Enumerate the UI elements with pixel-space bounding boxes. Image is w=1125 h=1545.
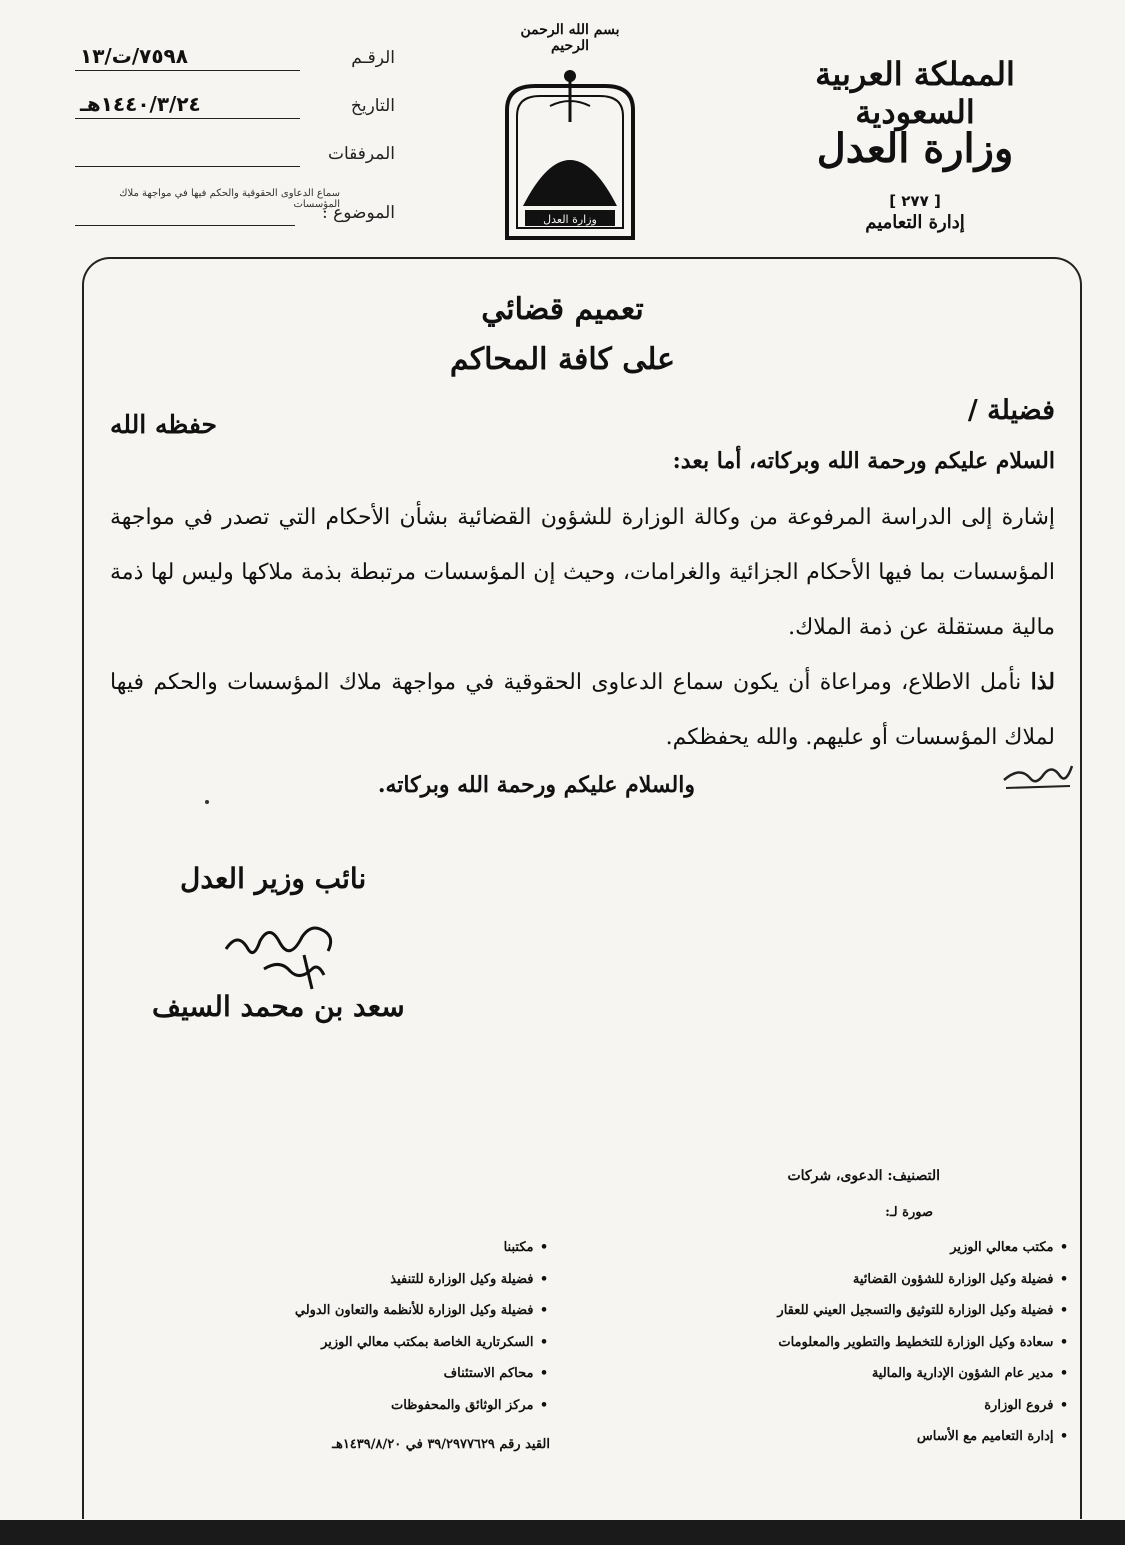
basmala: بسم الله الرحمن الرحيم: [520, 22, 620, 54]
date-line: [75, 118, 300, 119]
attachments-line: [75, 166, 300, 167]
date-value: ١٤٤٠/٣/٢٤هـ: [80, 92, 201, 116]
greeting: السلام عليكم ورحمة الله وبركاته، أما بعد:: [672, 448, 1055, 474]
signature-icon: [220, 915, 360, 995]
list-item: • مكتبنا: [503, 1240, 549, 1255]
date-field: [70, 92, 395, 130]
list-item: • فضيلة وكيل الوزارة للأنظمة والتعاون الدولي: [294, 1303, 549, 1318]
copy-to-label: صورة لـ:: [885, 1205, 933, 1220]
list-item: • فروع الوزارة: [984, 1397, 1069, 1413]
attachments-field: [70, 144, 395, 178]
department-name: إدارة التعاميم: [865, 212, 965, 233]
ministry-name: وزارة العدل: [816, 125, 1014, 172]
date-label: التاريخ: [350, 96, 395, 116]
list-item: • مدير عام الشؤون الإدارية والمالية: [871, 1366, 1069, 1381]
classification: التصنيف: الدعوى، شركات: [787, 1168, 940, 1184]
distribution-list-left: [190, 1232, 550, 1421]
ink-dot: [205, 800, 209, 804]
addressee: فضيلة /: [967, 395, 1055, 426]
signatory-name: سعد بن محمد السيف: [152, 990, 405, 1023]
list-item: • فضيلة وكيل الوزارة للشؤون القضائية: [852, 1271, 1069, 1287]
kingdom-name: المملكة العربية السعودية: [815, 55, 1015, 131]
honorific: حفظه الله: [110, 410, 217, 439]
handwritten-initial-icon: [1000, 758, 1076, 794]
list-item: • مركز الوثائق والمحفوظات: [390, 1397, 549, 1413]
number-field: [70, 44, 395, 82]
list-item: • إدارة التعاميم مع الأساس: [916, 1429, 1069, 1444]
number-line: [75, 70, 300, 71]
number-value: ٧٥٩٨/ت/١٣: [80, 44, 188, 68]
subject-line: [75, 225, 295, 226]
list-item: • فضيلة وكيل الوزارة للتنفيذ: [390, 1271, 549, 1287]
registry-reference: القيد رقم ٣٩/٢٩٧٧٦٢٩ في ١٤٣٩/٨/٢٠هـ: [332, 1437, 550, 1452]
department-number: [ ٢٧٧ ]: [889, 192, 941, 210]
paragraph-1: إشارة إلى الدراسة المرفوعة من وكالة الوزارة للشؤون القضائية بشأن الأحكام التي تصدر في مواجهة المؤسسات بما فيها الأحكام الجزائية والغرامات، وحيث إن المؤسسات مرتبطة بذمة ملاكها وليس لها ذمة مالية مستقلة عن ذمة الملاك.: [110, 505, 1055, 640]
closing-greeting: والسلام عليكم ورحمة الله وبركاته.: [377, 772, 695, 798]
subject-note: سماع الدعاوى الحقوقية والحكم فيها في مواجهة ملاك المؤسسات: [119, 188, 340, 210]
bottom-bar: [0, 1520, 1125, 1545]
list-item: • فضيلة وكيل الوزارة للتوثيق والتسجيل العيني للعقار: [777, 1303, 1069, 1318]
paragraph-2: [110, 655, 1055, 765]
circular-title: تعميم قضائي: [481, 292, 644, 327]
circular-subtitle: على كافة المحاكم: [449, 342, 676, 377]
signatory-title: نائب وزير العدل: [180, 862, 367, 895]
distribution-list-right: [650, 1232, 1070, 1453]
subject-field: [70, 203, 395, 237]
ministry-emblem-icon: [495, 66, 645, 242]
paragraph-2-text: نأمل الاطلاع، ومراعاة أن يكون سماع الدعاوى الحقوقية في مواجهة ملاك المؤسسات والحكم فيها لملاك المؤسسات أو عليهم. والله يحفظكم.: [110, 670, 1055, 750]
attachments-label: المرفقات: [327, 144, 395, 164]
list-item: • محاكم الاستئناف: [443, 1366, 549, 1381]
number-label: الرقـم: [351, 48, 395, 68]
emblem-text: وزارة العدل: [543, 213, 597, 226]
list-item: • سعادة وكيل الوزارة للتخطيط والتطوير والمعلومات: [778, 1334, 1069, 1350]
subject-label: الموضوع :: [321, 203, 395, 223]
list-item: • السكرتارية الخاصة بمكتب معالي الوزير: [321, 1334, 549, 1350]
paragraph-2-lead: لذا: [1030, 669, 1055, 695]
list-item: • مكتب معالي الوزير: [950, 1240, 1069, 1255]
